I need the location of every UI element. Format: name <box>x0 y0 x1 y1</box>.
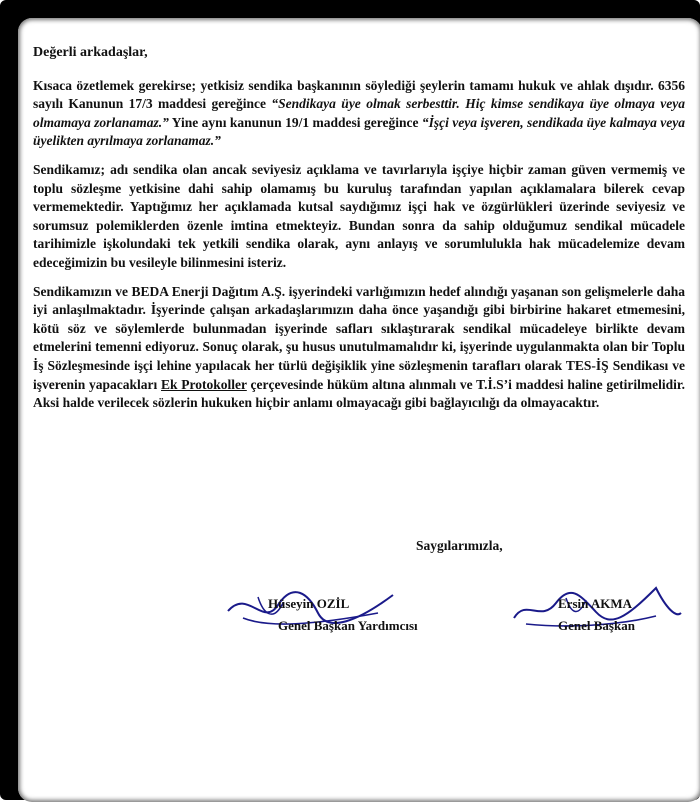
document-page <box>18 18 700 802</box>
paragraph-1-text-2: Yine aynı kanunun 19/1 maddesi gereğince <box>168 114 422 130</box>
greeting: Değerli arkadaşlar, <box>33 45 148 60</box>
letter-body <box>33 44 685 423</box>
law-quote-19-1: “İşçi veya işveren, sendikada üye kalmaya veya üyelikten ayrılmaya zorlanamaz.” <box>33 114 686 149</box>
law-quote-17-3: “Sendikaya üye olmak serbesttir. Hiç kimse sendikaya üye olmaya veya olmamaya zorlanamaz.” <box>33 96 686 130</box>
paragraph-1 <box>33 77 685 151</box>
paragraph-2: Sendikamız; adı sendika olan ancak seviyesiz açıklama ve tavırlarıyla işçiye hiçbir zaman güven vermemiş ve toplu sözleşme yetkisine dahi sahip olamamış bu kuruluş tarafından yapılan açıklamalara bilerek cevap vermemektedir. Yaptığımız her açıklamada kutsal saydığımız işçi hak ve özgürlükleri üzerinde seviyesiz ve sorumsuz polemiklerden özenle imtina etmekteyiz. Bundan sonra da sahip olduğumuz sendikal mücadele tarihimizle işkolundaki tek yetkili sendika olarak, aynı anlayış ve sorumlulukla hak mücadelemize devam edeceğimizin bu vesileyle bilinmesini isteriz. <box>33 161 685 270</box>
paragraph-3-text-2: çerçevesinde hüküm altına alınmalı ve T.İ.S’i maddesi haline getirilmelidir. Aksi halde verilecek sözlerin hukuken hiçbir anlamı olmayacağı gibi bağlayıcılığı da olmayacaktır. <box>33 376 685 411</box>
signatory-name: Hüseyin OZİL <box>268 596 350 611</box>
signatory-title: Genel Başkan <box>558 618 635 633</box>
signatory-title: Genel Başkan Yardımcısı <box>278 618 418 633</box>
paragraph-1-text: Kısaca özetlemek gerekirse; yetkisiz sendika başkanının söylediği şeylerin tamamı hukuk ve ahlak dışıdır. 6356 sayılı Kanunun 17/3 maddesi gereğince <box>33 77 685 112</box>
closing: Saygılarımızla, <box>416 538 503 553</box>
ek-protokoller-text: Ek Protokoller <box>161 376 247 392</box>
signature-block-1 <box>268 596 418 634</box>
paragraph-3 <box>33 283 685 413</box>
paragraph-3-text: Sendikamızın ve BEDA Enerji Dağıtım A.Ş. işyerindeki varlığımızın hedef alındığı yaşanan son gelişmelerle daha iyi anlaşılmaktadır. İşyerinde çalışan arkadaşlarımızın daha önce yaşandığı gibi birbirine hakaret etmemesini, kötü söz ve söylemlerde bulunmadan işyerinde safları sıklaştırarak sendikal mücadeleye birlikte devam etmelerini temenni ediyoruz. Sonuç olarak, şu husus unutulmamalıdır ki, işyerinde uygulanmakta olan bir Toplu İş Sözleşmesinde işçi lehine yapılacak her türlü değişiklik yine sözleşmenin tarafları olarak TES-İŞ Sendikası ve işverenin yapacakları <box>33 283 685 392</box>
signatory-name: Ersin AKMA <box>558 596 633 611</box>
signature-block-2 <box>558 596 635 634</box>
